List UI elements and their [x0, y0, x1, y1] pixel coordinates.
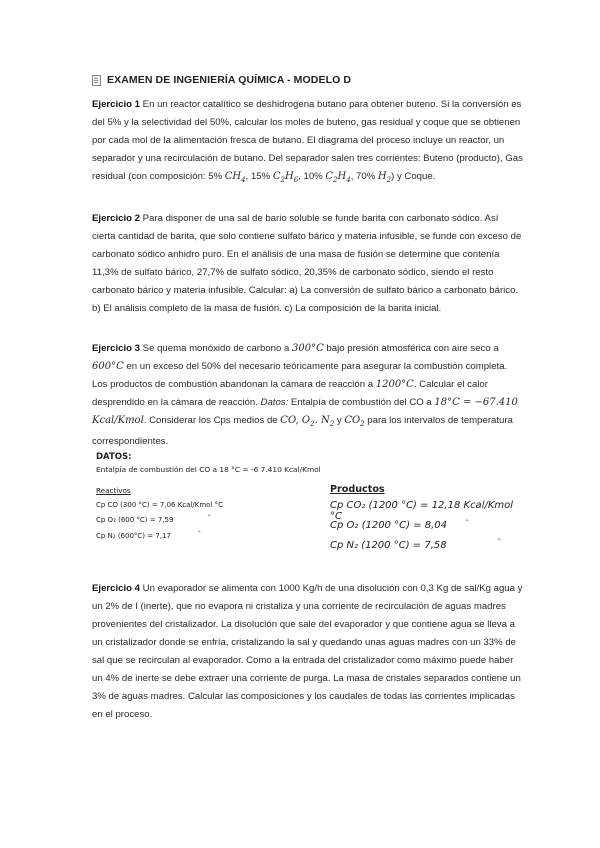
reactivos-heading: Reactivos	[96, 486, 131, 495]
productos-heading: Productos	[330, 484, 385, 495]
formula-c2h4: $C_2H_4$	[325, 171, 351, 184]
reactivo-row: Cp N₂ (600°C) = 7,17	[96, 532, 171, 540]
exercise-1-label: Ejercicio 1	[92, 99, 140, 110]
formula-co-o2: CO, $O_2$. $N_2$	[280, 415, 335, 428]
exercise-2-text: Para disponer de una sal de bario soluble se funde barita con carbonato sódico. Así cierta cantidad de barita, que solo contiene sulfato bárico y materia infusible, se funde con exceso de carbonato sódico anhidro puro. En el análisis de una masa de fusión se determine que contenía 11,3% de sulfato bárico, 27,7% de sulfato sódico, 20,35% de carbonato sódico, siendo el resto carbonato bárico y materia infusible. Calcular: a) La conversión de sulfato bárico a carbonato bárico. b) El análisis completo de la masa de fusión. c) La composición de la barita inicial.	[92, 213, 522, 314]
formula-ch4: $CH_4$	[224, 171, 246, 184]
exercise-3-text-4: . Calcular el calor desprendido en la cámara de reacción.	[92, 379, 488, 408]
ditto-mark: "	[198, 530, 201, 537]
exercise-1	[92, 96, 524, 189]
exercise-3-label: Ejercicio 3	[92, 343, 140, 354]
exercise-4-text: Un evaporador se alimenta con 1000 Kg/h de una disolución con 0,3 Kg de sal/Kg agua y un 2% de I (inerte), que no evapora ni cristaliza y una corriente de recirculación de aguas madres provenientes del cristalizador. La disolución que sale del evaporador y que contiene agua se lleva a un cristalizador donde se enfría, cristalizando la sal y quedando unas aguas madres con un 33% de sal que se recirculan al evaporador. Como a la entrada del cristalizador como máximo puede haber un 4% de inerte se debe extraer una corriente de purga. La masa de cristales separados contiene un 3% de aguas madres. Calcular las composiciones y los caudales de todas las corrientes implicadas en el proceso.	[92, 583, 523, 720]
formula-h2: $H_2$	[377, 171, 392, 184]
datos-word: Datos:	[260, 397, 289, 408]
datos-heading: DATOS:	[96, 452, 132, 462]
exercise-3-text-7: y	[334, 415, 345, 426]
exercise-4	[92, 580, 524, 724]
reactivo-row: Cp O₂ (600 °C) = 7,59	[96, 516, 174, 524]
temp-600: 600°C	[92, 361, 124, 372]
exercise-3-text-3: en un exceso del 50% del necesario teóricamente para asegurar la combustión completa. Los productos de combustión abandonan la cámara de reacción a	[92, 361, 508, 390]
enthalpy-value: 18°C = −67.410 Kcal/Kmol	[92, 397, 518, 426]
formula-c2h6: $C_2H_6$	[272, 171, 299, 184]
producto-row: Cp CO₂ (1200 °C) = 12,18 Kcal/Kmol °C	[330, 500, 514, 522]
formula-co2: $CO_2$	[344, 415, 365, 428]
producto-row: Cp N₂ (1200 °C) = 7,58	[330, 540, 447, 551]
datos-image	[96, 452, 526, 552]
exercise-3-text-8: para los intervalos de temperatura correspondientes.	[92, 415, 513, 447]
datos-enthalpy: Entalpía de combustión del CO a 18 °C = -6 7.410 Kcal/Kmol	[96, 465, 321, 474]
exercise-4-label: Ejercicio 4	[92, 583, 140, 594]
ditto-mark: "	[208, 514, 211, 521]
exercise-1-text-5: ) y Coque.	[391, 171, 436, 182]
exercise-1-text-3: , 10%	[298, 171, 326, 182]
exam-title-text: EXAMEN DE INGENIERÍA QUÍMICA - MODELO D	[107, 74, 352, 86]
exercise-3	[92, 340, 524, 451]
exercise-1-text-2: , 15%	[245, 171, 273, 182]
exercise-3-text: Se quema monóxido de carbono a	[140, 343, 293, 354]
temp-1200: 1200°C	[375, 379, 414, 390]
exercise-3-text-5: Entalpía de combustión del CO a	[288, 397, 435, 408]
exercise-1-text-4: , 70%	[350, 171, 378, 182]
exercise-1-text: En un reactor catalítico se deshidrogena butano para obtener buteno. Si la conversión es del 5% y la selectividad del 50%, calcular los moles de buteno, gas residual y coque que se obtienen por cada mol de la alimentación fresca de butano. El diagrama del proceso incluye un reactor, un separador y una recirculación de butano. Del separador salen tres corrientes: Buteno (producto), Gas residual (con composición: 5%	[92, 99, 523, 182]
ditto-mark: "	[498, 538, 501, 545]
exercise-2-label: Ejercicio 2	[92, 213, 140, 224]
document-icon	[92, 75, 101, 86]
reactivo-row: Cp CO (300 °C) = 7,06 Kcal/Kmol °C	[96, 501, 224, 509]
producto-row: Cp O₂ (1200 °C) = 8,04	[330, 520, 447, 531]
exercise-3-text-2: bajo presión atmosférica con aire seco a	[323, 343, 499, 354]
exam-title	[92, 74, 351, 86]
exercise-3-text-6: . Considerar los Cps medios de	[143, 415, 281, 426]
ditto-mark: "	[466, 519, 469, 526]
temp-300: 300°C	[292, 343, 324, 354]
exercise-2	[92, 210, 524, 318]
